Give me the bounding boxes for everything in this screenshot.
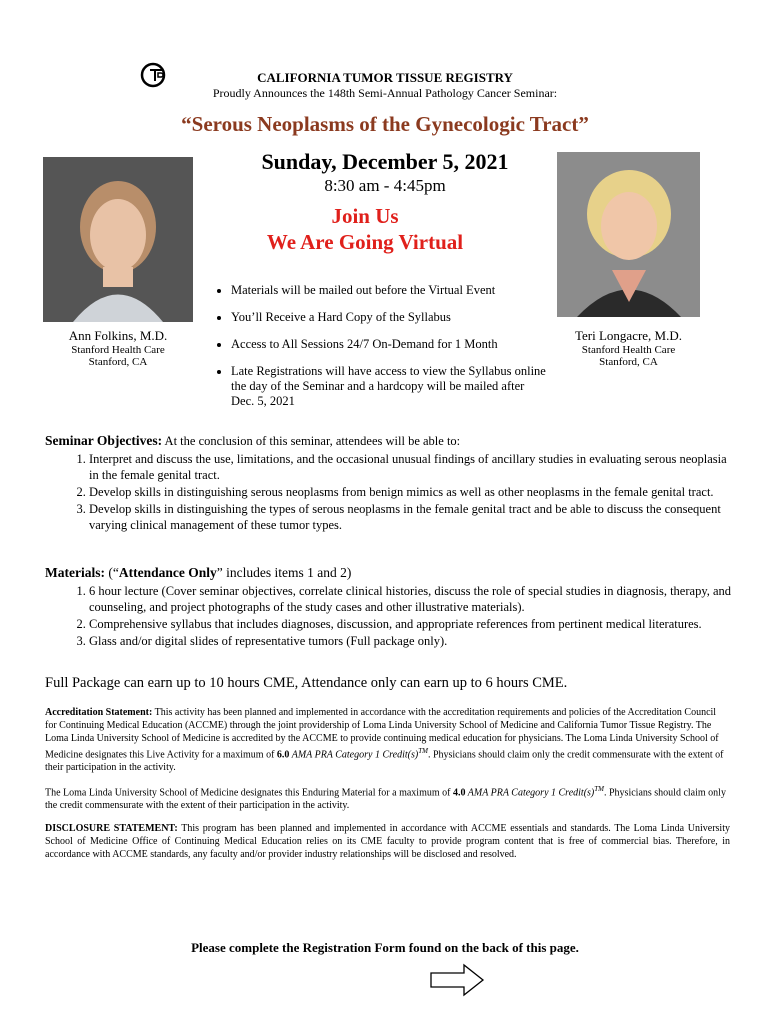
disclosure-label: DISCLOSURE STATEMENT: [45, 823, 178, 834]
speaker-name: Ann Folkins, M.D. [68, 328, 168, 343]
list-item: 1. 6 hour lecture (Cover seminar objectives, correlate clinical histories, discuss the role of special studies in diagnosis, therapy, and counseling, and project photographs of the study cases and other illustrative materials). [89, 583, 735, 615]
accreditation-credit: AMA PRA Category 1 Credit(s) [289, 749, 419, 761]
seminar-title: “Serous Neoplasms of the Gynecologic Tract” [181, 112, 589, 136]
list-item: 1. Interpret and discuss the use, limitations, and the occasional unusual findings of ancillary studies in evaluating serous neoplasia in the female genital tract. [89, 451, 735, 483]
materials-bold: Attendance Only [118, 565, 217, 580]
join-line-2: We Are Going Virtual [266, 230, 464, 254]
objectives-section [45, 433, 735, 534]
speaker-name: Teri Longacre, M.D. [574, 328, 683, 343]
list-item: 3. Develop skills in distinguishing the types of serous neoplasms in the female genital tract and be able to discuss the consequent varying clinical management of these tumor types. [89, 501, 735, 533]
cme-line: Full Package can earn up to 10 hours CME, Attendance only can earn up to 6 hours CME. [45, 675, 568, 691]
objectives-label: Seminar Objectives: [45, 433, 163, 448]
list-item: • Late Registrations will have access to view the Syllabus online the day of the Seminar and a hardcopy will be mailed after Dec. 5, 2021 [231, 364, 547, 409]
speaker-caption-longacre [557, 328, 700, 368]
org-name: CALIFORNIA TUMOR TISSUE REGISTRY [257, 70, 513, 85]
objectives-intro: At the conclusion of this seminar, attendees will be able to: [162, 434, 461, 448]
enduring-statement [45, 783, 730, 812]
speaker-location: Stanford, CA [88, 356, 148, 368]
registration-note: Please complete the Registration Form found on the back of this page. [191, 940, 579, 955]
join-line-1: Join Us [331, 204, 399, 228]
list-item: 3. Glass and/or digital slides of representative tumors (Full package only). [89, 633, 735, 649]
disclosure-text: This program has been planned and implemented in accordance with ACCME essentials and standards. The Loma Linda University School of Medicine Office of Continuing Medical Education relies on its CME faculty to provide program content that is free of commercial bias. Therefore, in accordance with ACCME standards, any faculty and/or provider industry relationships will be disclosed and resolved. [45, 823, 730, 860]
accreditation-text-2: . Physicians should claim only the credit commensurate with the extent of their participation in the activity. [45, 749, 724, 774]
materials-label: Materials: [45, 565, 105, 580]
seminar-time: 8:30 am - 4:45pm [324, 176, 446, 195]
speaker-photo-folkins [43, 157, 193, 322]
speaker-org: Stanford Health Care [71, 344, 165, 356]
list-item: • Access to All Sessions 24/7 On-Demand for 1 Month [231, 337, 547, 352]
speaker-photo-longacre [557, 152, 700, 317]
speaker-location: Stanford, CA [599, 356, 658, 368]
enduring-credit: AMA PRA Category 1 Credit(s) [465, 787, 595, 799]
seminar-date: Sunday, December 5, 2021 [261, 149, 509, 174]
features-list [207, 283, 547, 421]
speaker-caption-folkins [43, 328, 193, 368]
accreditation-label: Accreditation Statement: [45, 707, 153, 718]
materials-section [45, 565, 735, 650]
list-item: 2. Develop skills in distinguishing serous neoplasms from benign mimics as well as other neoplasms in the female genital tract. [89, 484, 735, 500]
list-item: • Materials will be mailed out before the Virtual Event [231, 283, 547, 298]
enduring-text-2: . Physicians should claim only the credit commensurate with the extent of their participation in the activity. [45, 787, 726, 812]
list-item: • You’ll Receive a Hard Copy of the Syllabus [231, 310, 547, 325]
tm-mark: TM [594, 785, 604, 793]
speaker-org: Stanford Health Care [581, 344, 676, 356]
materials-post: ” includes items 1 and 2) [216, 565, 352, 580]
announce-line: Proudly Announces the 148th Semi-Annual Pathology Cancer Seminar: [212, 86, 558, 100]
accreditation-hours: 6.0 [276, 749, 290, 761]
tm-mark: TM [418, 747, 428, 755]
disclosure-statement [45, 822, 730, 861]
enduring-hours: 4.0 [452, 787, 466, 799]
arrow-right-icon [430, 963, 485, 997]
list-item: 2. Comprehensive syllabus that includes diagnoses, discussion, and appropriate references from pertinent medical literatures. [89, 616, 735, 632]
materials-pre: (“ [104, 565, 119, 580]
accreditation-text: This activity has been planned and implemented in accordance with the accreditation requirements and policies of the Accreditation Council for Continuing Medical Education (ACCME) through the joint providership of Loma Linda University School of Medicine and California Tumor Tissue Registry. The Loma Linda University School of Medicine is accredited by the ACCME to provide continuing medical education for physicians. The Loma Linda University School of Medicine designates this Live Activity for a maximum of [45, 707, 719, 761]
enduring-text: The Loma Linda University School of Medicine designates this Enduring Material for a maximum of [45, 787, 453, 799]
accreditation-statement [45, 706, 730, 774]
